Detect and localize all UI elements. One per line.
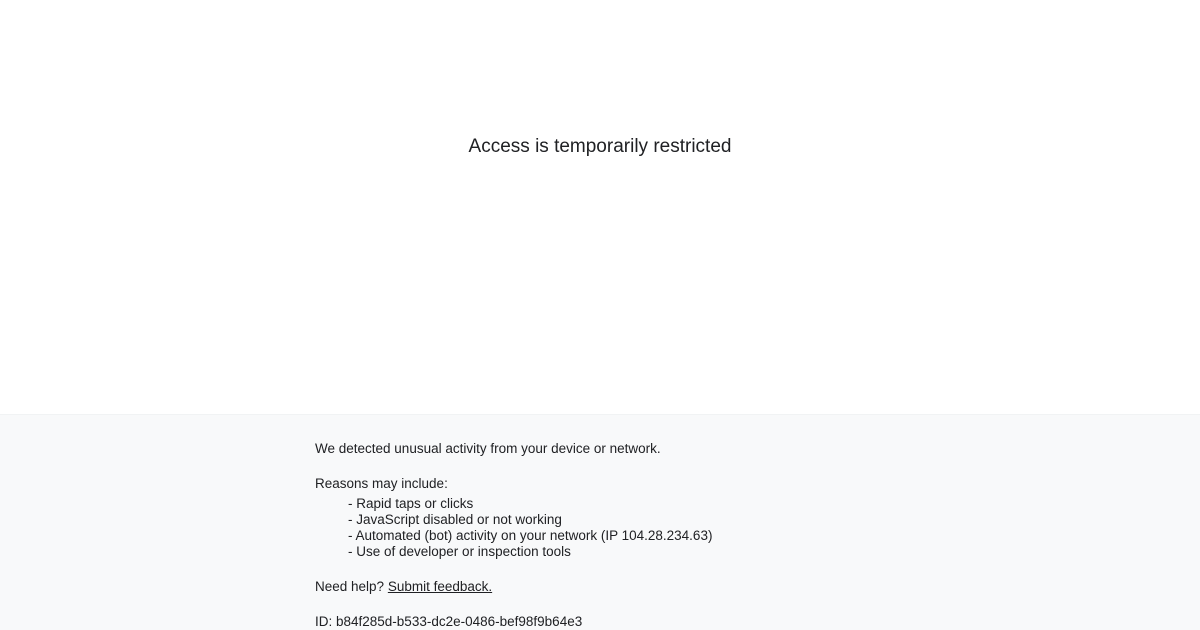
details-content xyxy=(0,415,1200,630)
details-panel xyxy=(0,414,1200,630)
page-title: Access is temporarily restricted xyxy=(468,136,732,157)
reasons-list xyxy=(315,496,1200,560)
incident-id: ID: b84f285d-b533-dc2e-0486-bef98f9b64e3 xyxy=(315,614,583,629)
help-line xyxy=(315,579,1200,595)
submit-feedback-link[interactable]: Submit feedback. xyxy=(387,579,493,594)
reasons-heading: Reasons may include: xyxy=(315,476,448,491)
list-item: - Automated (bot) activity on your network (IP 104.28.234.63) xyxy=(348,528,713,543)
help-prefix-text: Need help? xyxy=(315,579,385,594)
detection-message: We detected unusual activity from your device or network. xyxy=(315,441,661,456)
list-item: - Use of developer or inspection tools xyxy=(348,544,571,559)
reasons-block xyxy=(315,476,1200,560)
list-item: - JavaScript disabled or not working xyxy=(348,512,562,527)
list-item: - Rapid taps or clicks xyxy=(348,496,474,511)
